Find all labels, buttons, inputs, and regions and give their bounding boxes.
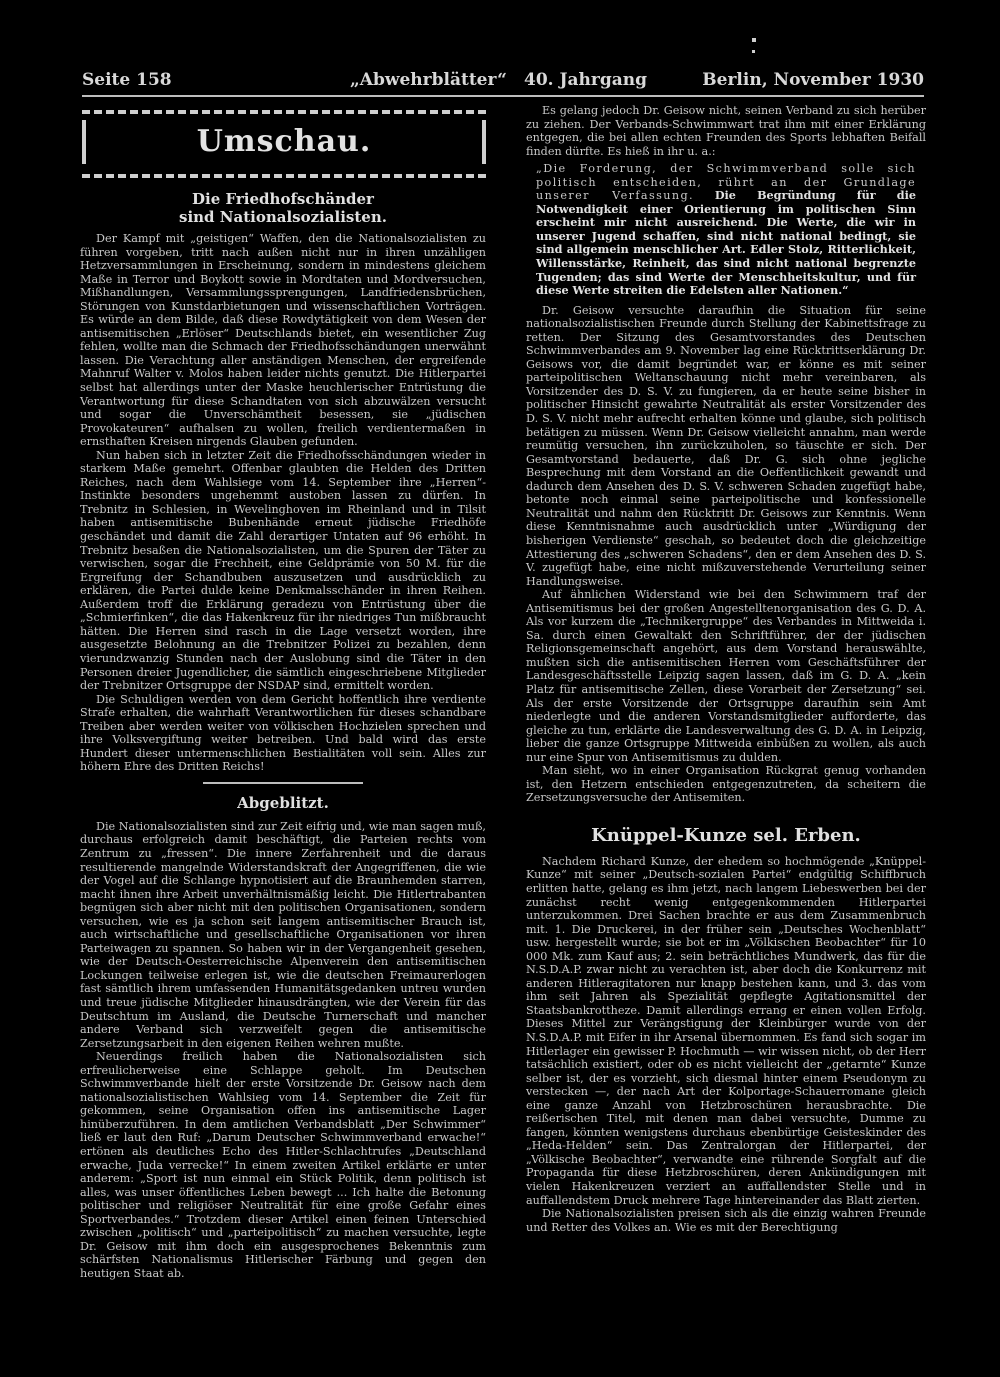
article3-paragraph-2: Die Nationalsozialisten preisen sich als die einzig wahren Freunde und Retter des Volkes an. Wie es mit der Berechtigung xyxy=(526,1207,926,1234)
article1-title xyxy=(80,190,486,226)
article1-title-line2: sind Nationalsozialisten. xyxy=(179,208,387,226)
right-column xyxy=(526,104,926,1234)
quote-part-a: „Die Forderung, der Schwimmverband solle sich politisch entscheiden, rührt an der Grundlage unserer Verfassung. xyxy=(536,162,916,203)
quote-part-b: Die Begründung für die Notwendigkeit einer Orientierung im politischen Sinn erscheint mir nicht ausreichend. Die Werte, die wir in unserer Jugend schaffen, sind nicht national bedingt, sie sind allgemein menschlicher Art. Edler Stolz, Ritterlichkeit, Willensstärke, Reinheit, das sind nicht national begrenzte Tugenden; das sind Werte der Menschheitskultur, und für diese Werte streiten die Edelsten aller Nationen.“ xyxy=(536,188,916,298)
header-rule xyxy=(82,95,924,97)
article1-paragraph-3: Die Schuldigen werden von dem Gericht hoffentlich ihre verdiente Strafe erhalten, die wahrhaft Verantwortlichen für dieses schandbare Treiben aber werden weiter von völkischen Hochzielen sprechen und ihre Volksvergiftung weiter betreiben. Und bald wird das erste Hundert dieser untermenschlichen Bestialitäten voll sein. Alles zur höhern Ehre des Dritten Reichs! xyxy=(80,692,486,774)
article2-paragraph-1: Die Nationalsozialisten sind zur Zeit eifrig und, wie man sagen muß, durchaus erfolgreich damit beschäftigt, die Parteien rechts vom Zentrum zu „fressen“. Die innere Zerfahrenheit und die daraus resultierende mangelnde Widerstandskraft der Angegriffenen, die wie der Vogel auf die Schlange hypnotisiert auf die Braunhemden starren, macht ihnen ihre Arbeit unverhältnismäßig leicht. Die Hitlertrabanten begnügen sich aber nicht mit den politischen Organisationen, sondern versuchen, wie es ja schon seit langem antisemitischer Brauch ist, auch wirtschaftliche und gesellschaftliche Organisationen vor ihren Parteiwagen zu spannen. So haben wir in der Vergangenheit gesehen, wie der Deutsch-Oesterreichische Alpenverein den antisemitischen Lockungen teilweise erlegen ist, wie die deutschen Freimaurerlogen fast sämtlich ihrem umfassenden Humanitätsgedanken untreu wurden und treue jüdische Mitglieder hinausdrängten, wie der Verein für das Deutschtum im Ausland, die Deutsche Turnerschaft und mancher andere Verband sich verzweifelt gegen die antisemitische Zersetzungsarbeit in den eigenen Reihen wehren mußte. xyxy=(80,819,486,1050)
article2-title: Abgeblitzt. xyxy=(237,793,329,812)
year-label: 40. Jahrgang xyxy=(524,70,648,90)
article1-title-line1: Die Friedhofschänder xyxy=(192,190,374,208)
article3-paragraph-1: Nachdem Richard Kunze, der ehedem so hochmögende „Knüppel-Kunze“ mit seiner „Deutsch-sozialen Partei“ endgültig Schiffbruch erlitten hatte, gelang es ihm jetzt, nach langem Liebeswerben bei der zunächst recht wenig entgegenkommenden Hitlerpartei unterzukommen. Drei Sachen brachte er aus dem Zusammenbruch mit. 1. Die Druckerei, in der früher sein „Deutsches Wochenblatt“ usw. hergestellt wurde; sie bot er im „Völkischen Beobachter“ für 10 000 Mk. zum Kauf aus; 2. sein beträchtliches Mundwerk, das für die N.S.D.A.P. zwar nicht zu verachten ist, aber doch die Konkurrenz mit anderen Hitleragitatoren nur knapp bestehen kann, und 3. das vom ihm seit Jahren als Spezialität gepflegte Agitationsmittel der Staatsbankrottheze. Damit allerdings errang er einen vollen Erfolg. Dieses Mittel zur Verängstigung der Kleinbürger wurde von der N.S.D.A.P. mit Eifer in ihr Arsenal übernommen. Es fand sich sogar im Hitlerlager ein gewisser P. Hochmuth — wir wissen nicht, ob der Herr tatsächlich existiert, oder ob es nicht vielleicht der „getarnte“ Kunze selber ist, der es vorzieht, sich diesmal hinter einem Pseudonym zu verstecken —, der nach Art der Kolportage-Schauerromane gleich eine ganze Anzahl von Hetzbroschüren herausbrachte. Die reißerischen Titel, mit denen man dabei versuchte, Dumme zu fangen, könnten wenigstens durchaus ebenbürtige Geisteskinder des „Heda-Helden“ sein. Das Zentralorgan der Hitlerpartei, der „Völkische Beobachter“, verwandte eine rührende Sorgfalt auf die Propaganda für diese Hetzbroschüren, deren Ankündigungen mit vielen Hakenkreuzen verziert an auffallendster Stelle und in auffallendstem Druck mehrere Tage hintereinander das Blatt zierten. xyxy=(526,854,926,1207)
article1-paragraph-1: Der Kampf mit „geistigen“ Waffen, den die Nationalsozialisten zu führen vorgeben, tritt nach außen nicht nur in ihren unzähligen Hetzversammlungen in Erscheinung, sondern in mindestens gleichem Maße in Terror und Boykott sowie in Mordtaten und Mordversuchen, Mißhandlungen, Versammlungssprengungen, Landfriedensbrüchen, Störungen von Kunstdarbietungen und wissenschaftlichen Vorträgen. Es würde an dem Bilde, daß diese Rowdytätigkeit von dem Wesen der antisemitischen „Erlöser“ Deutschlands bietet, ein wesentlicher Zug fehlen, wollte man die Schmach der Friedhofsschändungen unerwähnt lassen. Die Verachtung aller anständigen Menschen, der ergreifende Mahnruf Walter v. Molos haben leider nichts genutzt. Die Hitlerpartei selbst hat allerdings unter der Maske heuchlerischer Entrüstung die Verantwortung für diese Schandtaten von sich abzuwälzen versucht und sogar die Unverschämtheit besessen, sie „jüdischen Provokateuren“ aufhalsen zu wollen, freilich verdientermaßen in ernsthaften Kreisen nirgends Glauben gefunden. xyxy=(80,232,486,449)
article2-paragraph-5: Auf ähnlichen Widerstand wie bei den Schwimmern traf der Antisemitismus bei der großen Angestelltenorganisation des G. D. A. Als vor kurzem die „Technikergruppe“ des Verbandes in Mittweida i. Sa. durch einen Gewaltakt den Schriftführer, der der jüdischen Religionsgemeinschaft angehört, aus dem Vorstand herauswählte, mußten sich die antisemitischen Herren vom Geschäftsführer der Landesgeschäftsstelle Leipzig sagen lassen, daß im G. D. A. „kein Platz für antisemitische Zellen, diese Vorarbeit der Zersetzung“ sei. Als der erste Vorsitzende der Ortsgruppe daraufhin sein Amt niederlegte und die anderen Vorstandsmitglieder aufforderte, das gleiche zu tun, erklärte die Landesverwaltung des G. D. A. in Leipzig, lieber die ganze Ortsgruppe Mittweida einbüßen zu wollen, als auch nur eine Spur von Antisemitismus zu dulden. xyxy=(526,588,926,764)
section-banner xyxy=(82,110,486,178)
page-number: Seite 158 xyxy=(82,70,172,90)
article1-paragraph-2: Nun haben sich in letzter Zeit die Friedhofsschändungen wieder in starkem Maße gemehrt. Offenbar glaubten die Helden des Dritten Reiches, nach dem Wahlsiege vom 14. September ihre „Herren“-Instinkte besonders ungehemmt austoben lassen zu dürfen. In Trebnitz in Schlesien, in Wevelinghoven im Rheinland und in Tilsit haben antisemitische Bubenhände erneut jüdische Friedhöfe geschändet und damit die Zahl derartiger Untaten auf 96 erhöht. In Trebnitz besaßen die Nationalsozialisten, um die Spuren der Täter zu verwischen, sogar die Frechheit, eine Geldprämie von 50 M. für die Ergreifung der Schandbuben auszusetzen und ausdrücklich zu erklären, die Partei dulde keine Denkmalsschänder in ihren Reihen. Außerdem troff die Erklärung geradezu von Entrüstung über die „Schmierfinken“, die das Hakenkreuz für ihr niedriges Tun mißbraucht hätten. Die Herren sind rasch in die Lage versetzt worden, ihre ausgesetzte Belohnung an die Trebnitzer Polizei zu bezahlen, denn vierundzwanzig Stunden nach der Auslobung sind die Täter in den Personen dreier Jugendlicher, die sämtlich eingeschriebene Mitglieder der Trebnitzer Ortsgruppe der NSDAP sind, ermittelt worden. xyxy=(80,448,486,693)
article2-paragraph-2: Neuerdings freilich haben die Nationalsozialisten sich erfreulicherweise eine Schlappe geholt. Im Deutschen Schwimmverbande hielt der erste Vorsitzende Dr. Geisow nach dem nationalsozialistischen Wahlsieg vom 14. September die Zeit für gekommen, seine Organisation offen ins antisemitische Lager hinüberzuführen. In dem amtlichen Verbandsblatt „Der Schwimmer“ ließ er laut den Ruf: „Darum Deutscher Schwimmverband erwache!“ ertönen als deutliches Echo des Hitler-Schlachtrufes „Deutschland erwache, Juda verrecke!“ In einem zweiten Artikel erklärte er unter anderem: „Sport ist nun einmal ein Stück Politik, denn politisch ist alles, was unser öffentliches Leben bewegt ... Ich halte die Betonung politischer und religiöser Neutralität für eine große Gefahr eines Sportverbandes.“ Trotzdem dieser Artikel einen feinen Unterschied zwischen „politisch“ und „parteipolitisch“ zu machen versuchte, legte Dr. Geisow mit ihm doch ein ausgesprochenes Bekenntnis zum schärfsten Nationalismus Hitlerischer Färbung und gegen den heutigen Staat ab. xyxy=(80,1050,486,1280)
article2-paragraph-3: Es gelang jedoch Dr. Geisow nicht, seinen Verband zu sich herüber zu ziehen. Der Verbands-Schwimmwart trat ihm mit einer Erklärung entgegen, die bei allen echten Freunden des Sports lebhaften Beifall finden dürfte. Es hieß in ihr u. a.: xyxy=(526,104,926,158)
journal-name: „Abwehrblätter“ xyxy=(350,70,507,90)
page-header xyxy=(82,66,924,96)
article2-quote xyxy=(536,162,916,297)
article-divider xyxy=(203,782,363,784)
scan-mark-1 xyxy=(752,38,756,42)
left-column xyxy=(80,104,486,1280)
scan-mark-2 xyxy=(752,50,755,53)
article3-title: Knüppel-Kunze sel. Erben. xyxy=(591,824,861,846)
article2-paragraph-4: Dr. Geisow versuchte daraufhin die Situation für seine nationalsozialistischen Freunde durch Stellung der Kabinettsfrage zu retten. Der Sitzung des Gesamtvorstandes des Deutschen Schwimmverbandes am 9. November lag eine Rücktrittserklärung Dr. Geisows vor, die damit begründet war, er könne es mit seiner parteipolitischen Weltanschauung nicht mehr vereinbaren, als Vorsitzender des D. S. V. zu fungieren, da er heute seine bisher in politischer Hinsicht gewahrte Neutralität als erster Vorsitzender des D. S. V. nicht mehr aufrecht erhalten könne und glaube, sich politisch betätigen zu müssen. Wenn Dr. Geisow vielleicht annahm, man werde reumütig versuchen, ihn zurückzuholen, so täuschte er sich. Der Gesamtvorstand bedauerte, daß Dr. G. sich ohne jegliche Besprechung mit dem Vorstand an die Oeffentlichkeit gewandt und dadurch dem Ansehen des D. S. V. schweren Schaden zugefügt habe, betonte noch einmal seine parteipolitische und konfessionelle Neutralität und nahm den Rücktritt Dr. Geisows zur Kenntnis. Wenn diese Kenntnisnahme auch ausdrücklich unter „Würdigung der bisherigen Verdienste“ geschah, so bedeutet doch die gleichzeitige Attestierung des „schweren Schadens“, den er dem Ansehen des D. S. V. zugefügt habe, eine nicht mißzuverstehende Verurteilung seiner Handlungsweise. xyxy=(526,303,926,588)
section-title: Umschau. xyxy=(196,124,372,159)
article2-paragraph-6: Man sieht, wo in einer Organisation Rückgrat genug vorhanden ist, den Hetzern entschieden entgegenzutreten, da scheitern die Zersetzungsversuche der Antisemiten. xyxy=(526,764,926,805)
place-date: Berlin, November 1930 xyxy=(702,70,924,90)
